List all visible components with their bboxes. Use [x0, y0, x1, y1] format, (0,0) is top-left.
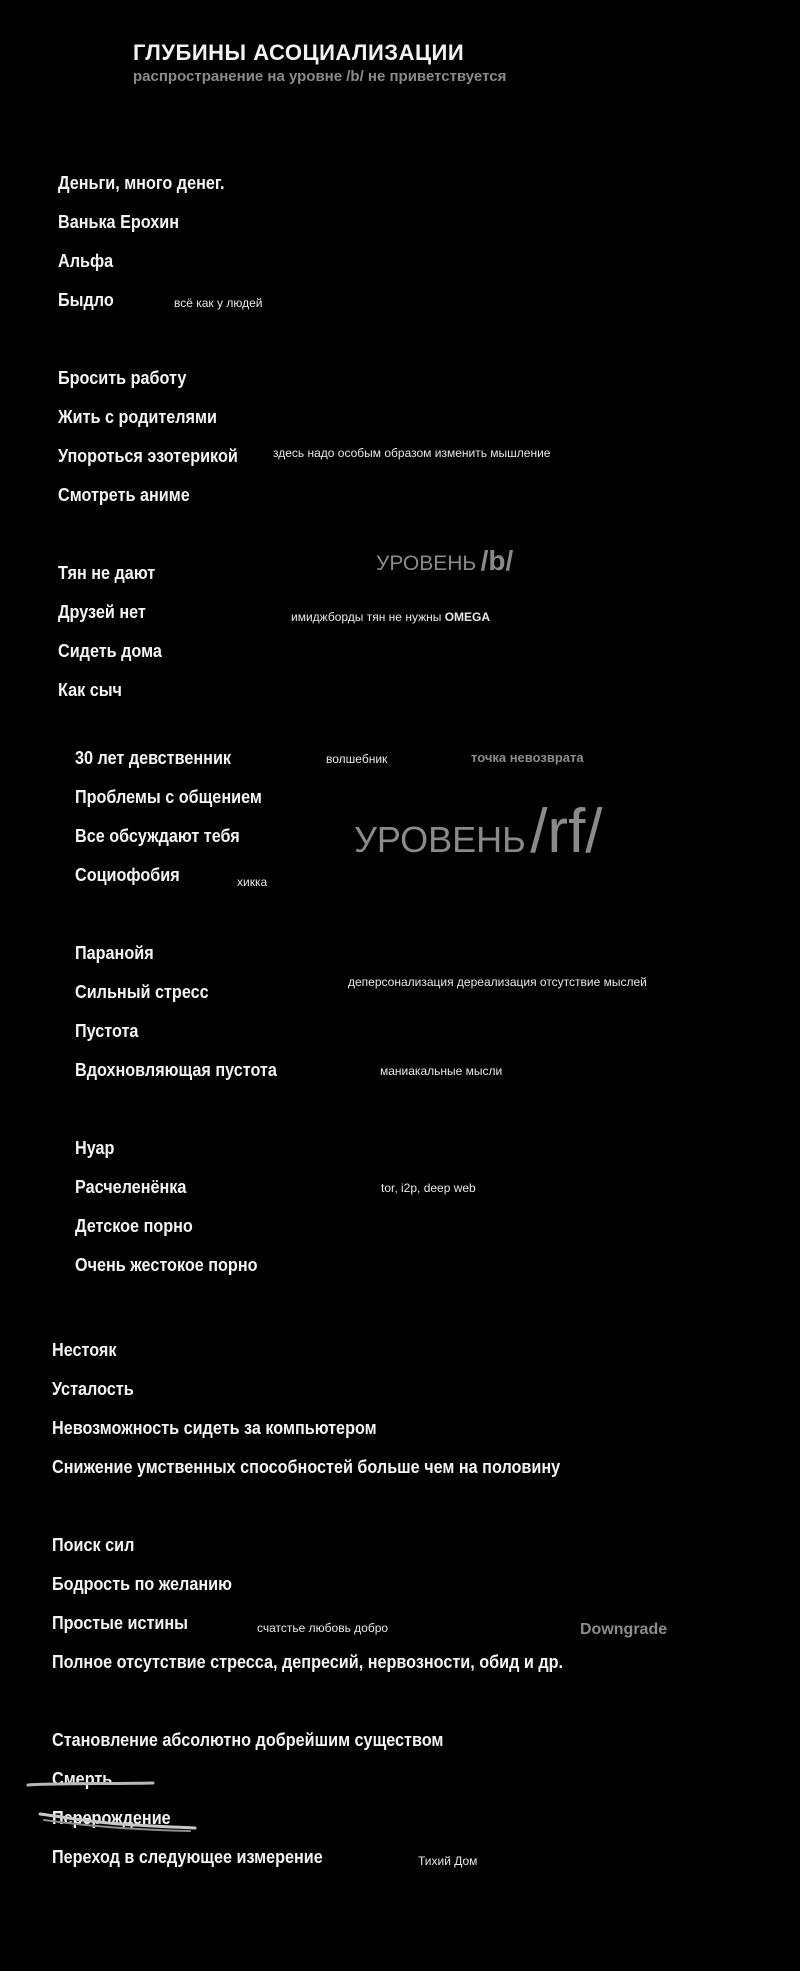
list-item: Альфа — [58, 251, 114, 271]
list-item: Ванька Ерохин — [58, 212, 180, 232]
list-item: Пустота — [75, 1021, 139, 1041]
downgrade-label: Downgrade — [580, 1621, 668, 1638]
list-item: Становление абсолютно добрейшим существом — [52, 1730, 444, 1750]
list-item: Упороться эзотерикой — [58, 446, 238, 466]
list-item: Быдло — [58, 290, 114, 310]
list-item: Жить с родителями — [58, 407, 217, 427]
list-item: Тян не дают — [58, 563, 156, 583]
level-b-label — [376, 545, 513, 577]
list-item: 30 лет девственник — [75, 748, 232, 768]
list-item: Деньги, много денег. — [58, 173, 225, 193]
list-item: Все обсуждают тебя — [75, 826, 240, 846]
list-item: Очень жестокое порно — [75, 1255, 258, 1275]
list-item: Усталость — [52, 1379, 134, 1399]
list-item: Переход в следующее измерение — [52, 1847, 323, 1867]
note-tihiy-dom: Тихий Дом — [418, 1854, 478, 1868]
list-item: Снижение умственных способностей больше чем на половину — [52, 1457, 561, 1477]
note-imidzhbordy — [291, 610, 490, 624]
list-item: Расчеленёнка — [75, 1177, 187, 1197]
note-tor: tor, i2p, deep web — [381, 1181, 476, 1195]
level-value: /b/ — [480, 545, 514, 576]
list-item: Вдохновляющая пустота — [75, 1060, 277, 1080]
note-tochka-nevozvrata: точка невозврата — [471, 750, 584, 765]
list-item: Смерть — [52, 1769, 113, 1789]
note-vse-kak-u-lyudey: всё как у людей — [174, 296, 263, 310]
list-item: Нестояк — [52, 1340, 117, 1360]
level-word: УРОВЕНЬ — [376, 552, 477, 575]
level-value: /rf/ — [530, 797, 603, 866]
list-item: Полное отсутствие стресса, депресий, нервозности, обид и др. — [52, 1652, 564, 1672]
list-item: Сильный стресс — [75, 982, 209, 1002]
level-rf-label — [354, 796, 603, 867]
note-schastye: счатстье любовь добро — [257, 1621, 389, 1635]
note-hikka: хикка — [237, 875, 268, 889]
list-item: Перерождение — [52, 1808, 171, 1828]
list-item: Невозможность сидеть за компьютером — [52, 1418, 377, 1438]
note-maniakalnye: маниакальные мысли — [380, 1064, 503, 1078]
list-item: Бросить работу — [58, 368, 187, 388]
note-myshlenie: здесь надо особым образом изменить мышление — [273, 446, 551, 460]
level-word: УРОВЕНЬ — [354, 819, 526, 860]
list-item: Друзей нет — [58, 602, 146, 622]
list-item: Как сыч — [58, 680, 122, 700]
note-imidzhbordy-text: имиджборды тян не нужны — [291, 610, 442, 624]
list-item: Сидеть дома — [58, 641, 162, 661]
list-item: Простые истины — [52, 1613, 188, 1633]
list-item: Нуар — [75, 1138, 115, 1158]
page-subtitle: распространение на уровне /b/ не приветствуется — [133, 68, 507, 85]
list-item: Поиск сил — [52, 1535, 135, 1555]
note-volshebnik: волшебник — [326, 752, 388, 766]
list-item: Детское порно — [75, 1216, 193, 1236]
list-item: Проблемы с общением — [75, 787, 262, 807]
note-omega: OMEGA — [444, 610, 491, 624]
list-item: Бодрость по желанию — [52, 1574, 232, 1594]
page-title: ГЛУБИНЫ АСОЦИАЛИЗАЦИИ — [133, 40, 465, 65]
list-item: Смотреть аниме — [58, 485, 190, 505]
note-depersonalizaciya: деперсонализация дереализация отсутствие мыслей — [348, 975, 647, 989]
list-item: Паранойя — [75, 943, 154, 963]
list-item: Социофобия — [75, 865, 180, 885]
